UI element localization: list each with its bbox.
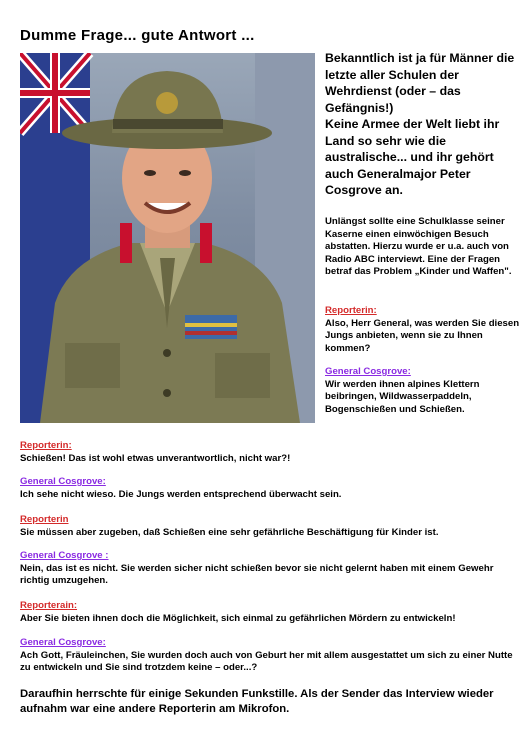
dialogue-text: Wir werden ihnen alpines Klettern beibringen, Wildwasserpaddeln, Bogenschießen und Schießen.	[325, 378, 480, 415]
dialogue-text: Schießen! Das ist wohl etwas unverantwortlich, nicht war?!	[20, 452, 291, 464]
left-eye	[144, 170, 156, 176]
right-eye	[179, 170, 191, 176]
portrait-illustration	[20, 53, 315, 423]
page-title: Dumme Frage... gute Antwort ...	[20, 27, 255, 44]
dialogue-entry	[325, 305, 525, 355]
context-paragraph: Unlängst sollte eine Schulklasse seiner Kaserne einen einwöchigen Besuch abstatten. Hierzu wurde er u.a. auch von Radio ABC interviewt. Eine der Fragen betraf das Problem „Kinder und Waffen".	[325, 216, 512, 278]
dialogue-entry	[20, 514, 515, 539]
collar-tab-right	[200, 223, 212, 263]
collar-tab-left	[120, 223, 132, 263]
dialogue-text: Aber Sie bieten ihnen doch die Möglichkeit, sich einmal zu gefährlichen Mördern zu entwickeln!	[20, 612, 456, 624]
speaker-label: General Cosgrove :	[20, 550, 109, 561]
speaker-label: Reporterain:	[20, 600, 78, 611]
hat-band	[113, 119, 223, 129]
intro-line-1: Bekanntlich ist ja für Männer die letzte aller Schulen der Wehrdienst (oder – das Gefängnis!)	[325, 51, 515, 115]
hat-badge	[156, 92, 178, 114]
speaker-label: Reporterin:	[20, 440, 72, 451]
general-portrait-photo	[20, 53, 315, 423]
right-pocket	[215, 353, 270, 398]
left-pocket	[65, 343, 120, 388]
dialogue-entry	[20, 550, 515, 588]
speaker-label: Reporterin	[20, 514, 69, 525]
dialogue-text: Also, Herr General, was werden Sie diesen Jungs anbieten, wenn sie zu Ihnen kommen?	[325, 317, 520, 354]
dialogue-entry	[20, 600, 515, 625]
dialogue-text: Ich sehe nicht wieso. Die Jungs werden entsprechend überwacht sein.	[20, 488, 342, 500]
dialogue-entry	[325, 366, 525, 416]
closing-paragraph: Daraufhin herrschte für einige Sekunden Funkstille. Als der Sender das Interview wieder aufnahm war eine andere Reporterin am Mikrofon.	[20, 688, 494, 715]
speaker-label: General Cosgrove:	[325, 366, 411, 377]
speaker-label: Reporterin:	[325, 305, 377, 316]
dialogue-entry	[20, 476, 515, 501]
intro-block	[325, 50, 525, 199]
dialogue-text: Sie müssen aber zugeben, daß Schießen eine sehr gefährliche Beschäftigung für Kinder ist.	[20, 526, 439, 538]
dialogue-entry	[20, 440, 515, 465]
dialogue-entry	[20, 637, 515, 675]
speaker-label: General Cosgrove:	[20, 476, 106, 487]
intro-line-2: Keine Armee der Welt liebt ihr Land so sehr wie die australische... und ihr gehört auch Generalmajor Peter Cosgrove an.	[325, 117, 500, 197]
speaker-label: General Cosgrove:	[20, 637, 106, 648]
dialogue-text: Ach Gott, Fräuleinchen, Sie wurden doch auch von Geburt her mit allem ausgestattet um sich zu einer Nutte zu entwickeln und Sie sind trotzdem keine – oder...?	[20, 649, 513, 674]
dialogue-text: Nein, das ist es nicht. Sie werden sicher nicht schießen bevor sie nicht gelernt haben mit einem Gewehr richtig umzugehen.	[20, 562, 494, 587]
